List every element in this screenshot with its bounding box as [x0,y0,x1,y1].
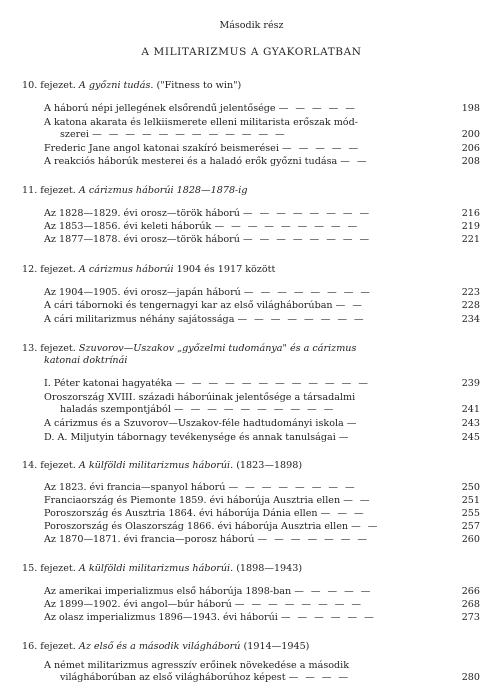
chapter-subtitle: (1898—1943) [236,563,303,574]
chapter-heading [22,264,482,276]
chapter-title-continued: katonai doktrínái [44,355,128,366]
page-number: 255 [461,508,480,519]
page-number: 273 [461,612,480,623]
chapter-heading [22,641,482,653]
toc-entry[interactable]: Franciaország és Piemonte 1859. évi háborúja Ausztria ellen — — 251 [44,495,480,506]
toc-entry[interactable]: A német militarizmus agresszív erőinek növekedése a második világháborúban az első világháborúhoz képest — — — — 280 [44,660,480,683]
chapter-heading [22,460,482,472]
page-number: 216 [461,208,480,219]
chapter-title: Az első és a második világháború [78,641,241,652]
toc-entry[interactable]: A cári militarizmus néhány sajátossága — — — — — — — — 234 [44,314,480,325]
page-number: 243 [461,418,480,429]
toc-entry[interactable]: I. Péter katonai hagyatéka — — — — — — — — — — — — 239 [44,378,480,389]
page-number: 219 [461,221,480,232]
chapter-title: A külföldi militarizmus háborúi. [78,563,234,574]
page-number: 221 [461,234,480,245]
toc-entry[interactable]: Az 1870—1871. évi francia—porosz háború — — — — — — — 260 [44,534,480,545]
toc-entry[interactable]: Az 1899—1902. évi angol—búr háború — — — — — — — — 268 [44,599,480,610]
page-number: 228 [461,300,480,311]
chapter-number: 15. fejezet. [22,563,76,574]
chapter-title: A cárizmus háborúi 1828—1878-ig [78,185,248,196]
toc-entry[interactable]: Az 1877—1878. évi orosz—török háború — — — — — — — — 221 [44,234,480,245]
toc-entry[interactable]: A katona akarata és lelkiismerete elleni militarista erőszak mód- szerei — — — — — — — — — — — — 200 [44,117,480,140]
chapter-number: 10. fejezet. [22,80,76,91]
chapter-subtitle: (1914—1945) [243,641,310,652]
chapter-title: A győzni tudás. [78,80,154,91]
toc-entry[interactable]: Az 1828—1829. évi orosz—török háború — — — — — — — — 216 [44,208,480,219]
part-title: A MILITARIZMUS A GYAKORLATBAN [141,46,362,58]
chapter-title: A külföldi militarizmus háborúi. [78,460,234,471]
chapter-subtitle: (1823—1898) [236,460,303,471]
toc-entry[interactable]: Az 1823. évi francia—spanyol háború — — — — — — — — 250 [44,482,480,493]
toc-entry[interactable]: A háború népi jellegének elsőrendű jelentősége — — — — — 198 [44,103,480,114]
chapter-number: 16. fejezet. [22,641,76,652]
page-number: 198 [461,103,480,114]
toc-entry[interactable]: A cárizmus és a Szuvorov—Uszakov-féle hadtudományi iskola — 243 [44,418,480,429]
toc-entry[interactable]: A reakciós háborúk mesterei és a haladó erők győzni tudása — — 208 [44,156,480,167]
chapter-heading [22,80,482,92]
toc-entry[interactable]: Az 1904—1905. évi orosz—japán háború — — — — — — — — 223 [44,287,480,298]
toc-entry[interactable]: Az 1853—1856. évi keleti háborúk — — — — — — — — — 219 [44,221,480,232]
chapter-heading [22,185,482,197]
toc-entry[interactable]: Poroszország és Olaszország 1866. évi háborúja Ausztria ellen — — 257 [44,521,480,532]
page-number: 206 [461,143,480,154]
page-number: 241 [461,404,480,415]
page-number: 200 [461,129,480,140]
chapter-subtitle: ("Fitness to win") [156,80,242,91]
chapter-subtitle: 1904 és 1917 között [176,264,276,275]
page-number: 239 [461,378,480,389]
toc-entry[interactable]: Oroszország XVIII. századi háborúinak jelentősége a társadalmi haladás szempontjából — — — — — — — — — — 241 [44,392,480,415]
chapter-title: A cárizmus háborúi [78,264,174,275]
toc-entry[interactable]: A cári tábornoki és tengernagyi kar az első világháborúban — — 228 [44,300,480,311]
toc-entry[interactable]: D. A. Miljutyin tábornagy tevékenysége és annak tanulságai — 245 [44,432,480,443]
page-number: 245 [461,432,480,443]
page-number: 266 [461,586,480,597]
page-number: 223 [461,287,480,298]
page-number: 250 [461,482,480,493]
toc-entry[interactable]: Az amerikai imperializmus első háborúja 1898-ban — — — — — 266 [44,586,480,597]
chapter-number: 12. fejezet. [22,264,76,275]
page-number: 208 [461,156,480,167]
toc-entry[interactable]: Az olasz imperializmus 1896—1943. évi háborúi — — — — — — 273 [44,612,480,623]
chapter-heading [22,343,482,367]
page-number: 260 [461,534,480,545]
toc-entry[interactable]: Frederic Jane angol katonai szakíró beismerései — — — — — 206 [44,143,480,154]
page-number: 280 [461,672,480,683]
chapter-number: 13. fejezet. [22,343,76,354]
chapter-title: Szuvorov—Uszakov „győzelmi tudománya" és a cárizmus [78,343,357,354]
chapter-number: 11. fejezet. [22,185,76,196]
page-number: 257 [461,521,480,532]
page-number: 268 [461,599,480,610]
chapter-heading [22,563,482,575]
chapter-number: 14. fejezet. [22,460,76,471]
part-label: Második rész [219,20,284,31]
page-number: 234 [461,314,480,325]
toc-entry[interactable]: Poroszország és Ausztria 1864. évi háborúja Dánia ellen — — — 255 [44,508,480,519]
page-number: 251 [461,495,480,506]
